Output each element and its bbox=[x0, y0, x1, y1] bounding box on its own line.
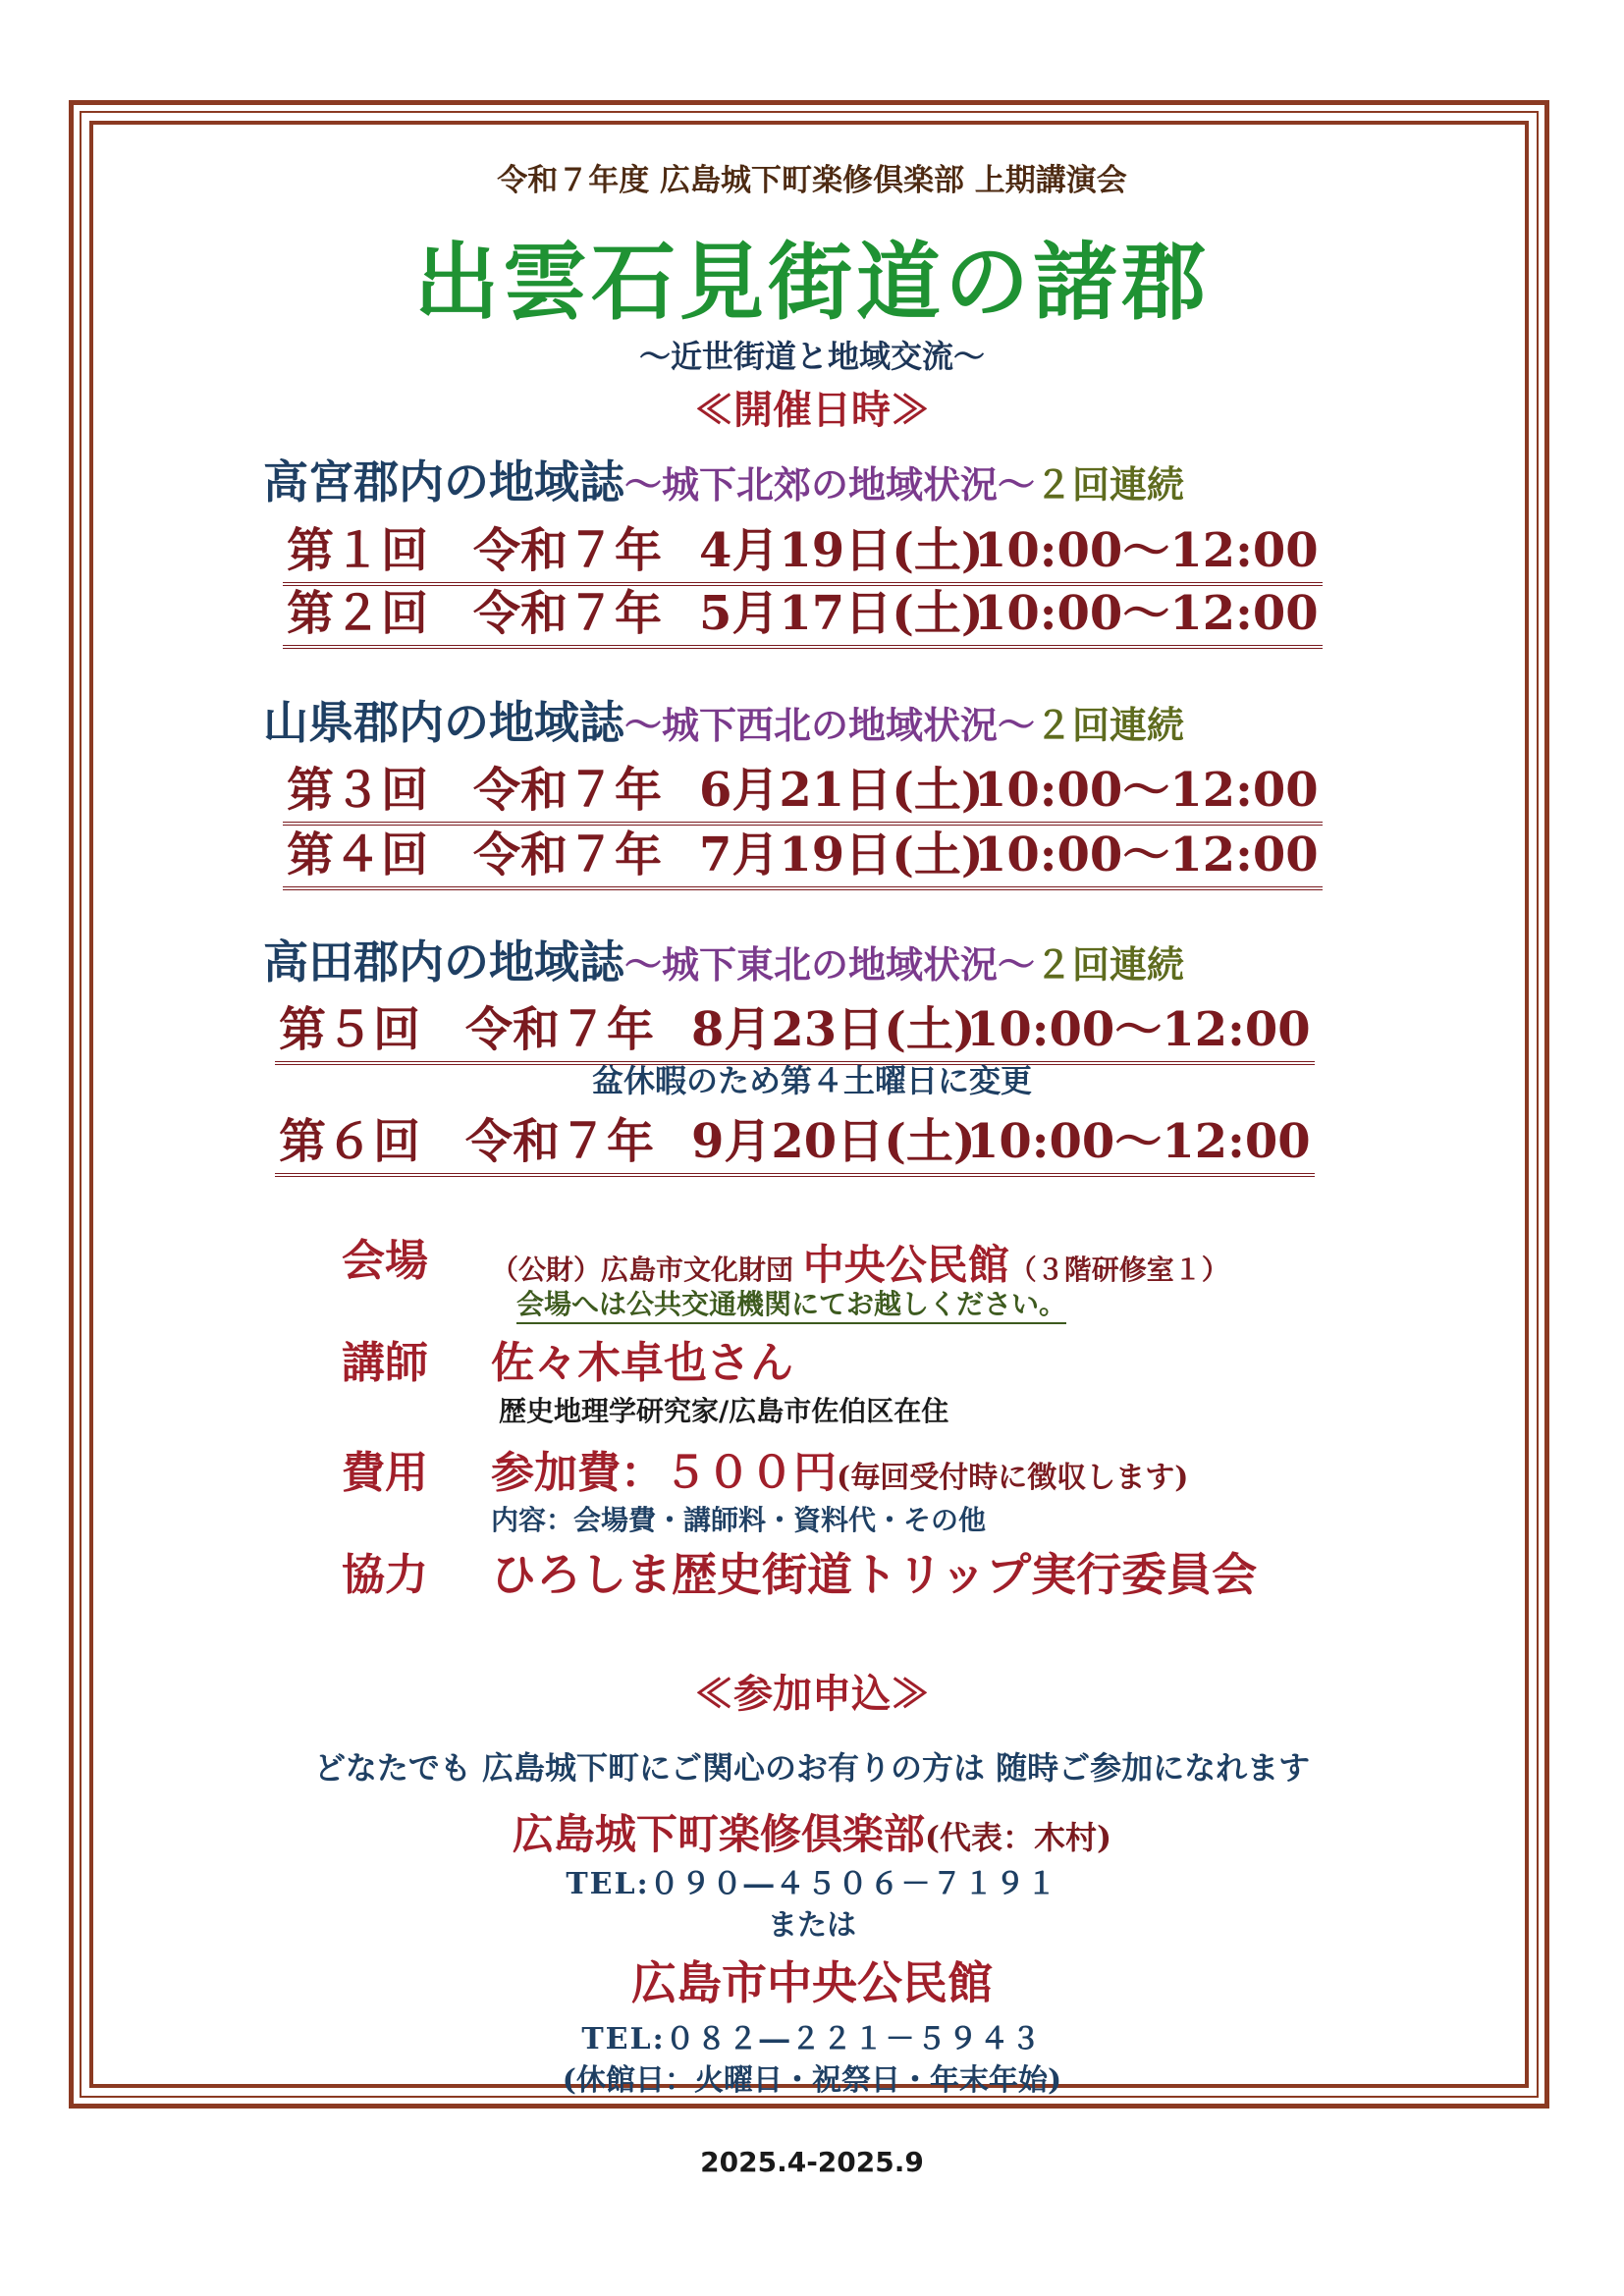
club-line bbox=[0, 1802, 1624, 1861]
session-row: 第６回 令和７年 9月20日(土)10:00～12:00 bbox=[275, 1103, 1315, 1177]
club-name: 広島城下町楽修倶楽部 bbox=[512, 1810, 925, 1858]
fee-label: 費用 bbox=[342, 1448, 428, 1498]
schedule-heading: ≪開催日時≫ bbox=[694, 387, 930, 433]
session-row: 第４回 令和７年 7月19日(土)10:00～12:00 bbox=[283, 817, 1323, 890]
series-3-title bbox=[263, 927, 1184, 991]
apply-text: どなたでも 広島城下町にご関心のお有りの方は 随時ご参加になれます bbox=[313, 1749, 1311, 1787]
series-count: ２回連続 bbox=[1035, 703, 1185, 747]
cooperation-text: ひろしま歴史街道トリップ実行委員会 bbox=[491, 1548, 1258, 1601]
club-rep: (代表：木村) bbox=[924, 1819, 1112, 1856]
series-count: ２回連続 bbox=[1035, 942, 1185, 987]
series-name: 高宮郡内の地域誌 bbox=[263, 455, 624, 508]
fee-detail: 内容：会場費・講師料・資料代・その他 bbox=[491, 1504, 987, 1536]
series-sub: ～城下東北の地域状況～ bbox=[624, 942, 1036, 987]
event-title: 出雲石見街道の諸郡 bbox=[414, 233, 1210, 332]
series-sub: ～城下北郊の地域状況～ bbox=[624, 462, 1036, 507]
fee-text: 参加費：５００円 bbox=[491, 1448, 837, 1498]
venue-name: 中央公民館 bbox=[802, 1241, 1009, 1289]
session-row: 第１回 令和７年 4月19日(土)10:00～12:00 bbox=[283, 512, 1323, 586]
event-subtitle: ～近世街道と地域交流～ bbox=[638, 338, 985, 375]
fee-note: (毎回受付時に徴収します) bbox=[837, 1461, 1189, 1495]
lecturer-name: 佐々木卓也さん bbox=[491, 1338, 793, 1388]
session-row: 第５回 令和７年 8月23日(土)10:00～12:00 bbox=[275, 991, 1315, 1065]
apply-heading: ≪参加申込≫ bbox=[694, 1671, 930, 1717]
club-tel: TEL:０９０―４５０６－７１９１ bbox=[566, 1867, 1058, 1901]
hall-closed-days: (休館日：火曜日・祝祭日・年末年始) bbox=[562, 2063, 1062, 2098]
venue-note: 会場へは公共交通機関にてお越しください。 bbox=[516, 1283, 1066, 1324]
series-count: ２回連続 bbox=[1035, 462, 1185, 507]
session-row: 第２回 令和７年 5月17日(土)10:00～12:00 bbox=[283, 575, 1323, 649]
event-header: 令和７年度 広島城下町楽修倶楽部 上期講演会 bbox=[497, 163, 1127, 198]
lecturer-profile: 歴史地理学研究家/広島市佐伯区在住 bbox=[499, 1395, 949, 1427]
hall-tel: TEL:０８２―２２１－５９４３ bbox=[581, 2022, 1043, 2056]
session-row: 第３回 令和７年 6月21日(土)10:00～12:00 bbox=[283, 752, 1323, 826]
series-name: 高田郡内の地域誌 bbox=[263, 935, 624, 988]
period-footer: 2025.4-2025.9 bbox=[700, 2146, 924, 2178]
series-name: 山県郡内の地域誌 bbox=[263, 696, 624, 749]
series-1-title bbox=[263, 447, 1184, 511]
schedule-change-note: 盆休暇のため第４土曜日に変更 bbox=[591, 1062, 1032, 1099]
fee-line bbox=[491, 1437, 1188, 1500]
series-sub: ～城下西北の地域状況～ bbox=[624, 703, 1036, 747]
hall-name: 広島市中央公民館 bbox=[631, 1956, 993, 2009]
venue-room: （３階研修室１） bbox=[1008, 1254, 1229, 1286]
venue-org: （公財）広島市文化財団 bbox=[491, 1254, 794, 1286]
venue-label: 会場 bbox=[342, 1236, 428, 1286]
or-text: または bbox=[768, 1908, 856, 1943]
cooperation-label: 協力 bbox=[342, 1550, 428, 1600]
lecturer-label: 講師 bbox=[342, 1338, 428, 1388]
series-2-title bbox=[263, 687, 1184, 752]
